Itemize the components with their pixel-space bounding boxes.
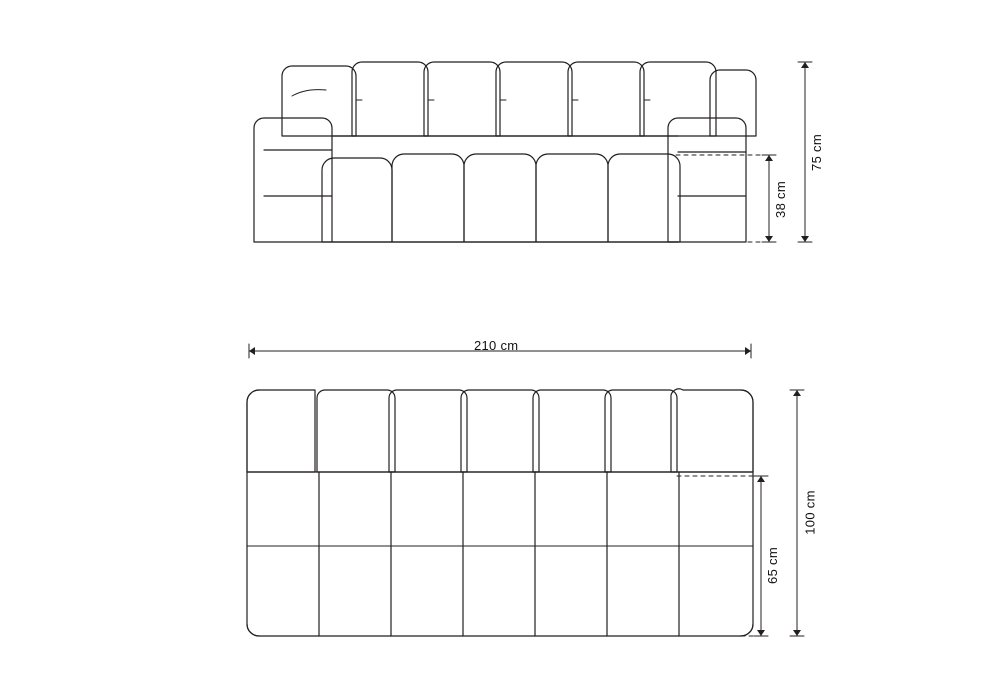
plan-seat-cushions	[247, 472, 753, 636]
dimension-label-depth-total: 100 cm	[802, 490, 818, 535]
front-elevation-view	[254, 62, 756, 242]
dimension-label-height-total: 75 cm	[808, 134, 824, 171]
dimension-label-seat-height: 38 cm	[772, 181, 788, 218]
front-seam-details	[292, 90, 650, 100]
plan-dimension-lines	[677, 390, 804, 636]
front-backrest-cushions	[282, 62, 756, 136]
dimension-label-seat-depth: 65 cm	[764, 547, 780, 584]
top-plan-view	[247, 344, 753, 636]
plan-backrest-cushions	[247, 389, 753, 472]
dimension-label-width-total: 210 cm	[474, 338, 519, 353]
front-seat-cushions	[322, 154, 680, 242]
front-body-outline	[332, 136, 678, 242]
